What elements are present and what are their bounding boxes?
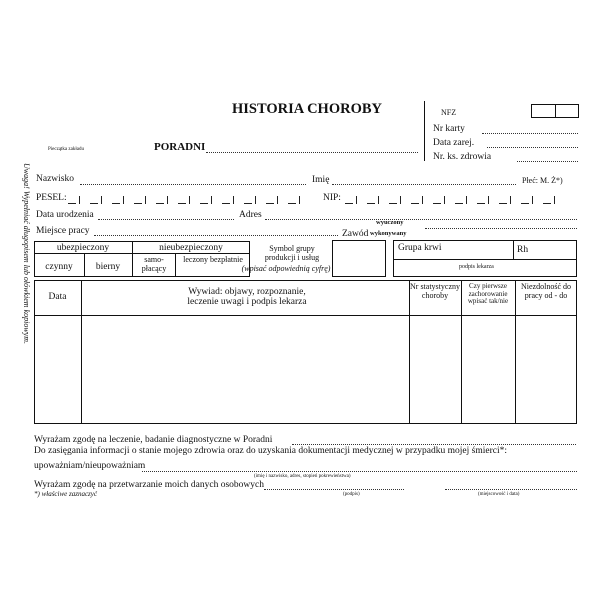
nr-ks-label: Nr. ks. zdrowia [433, 152, 492, 162]
nfz-box-2[interactable] [555, 104, 579, 118]
nr-karty-label: Nr karty [433, 124, 465, 134]
nip-digit-slot[interactable] [389, 203, 397, 204]
nip-digit-separator [356, 196, 357, 204]
pesel-digit-slot[interactable] [244, 203, 252, 204]
pesel-digit-slot[interactable] [134, 203, 142, 204]
wykonywany-label: wykonywany [370, 230, 407, 237]
data-zarej-field[interactable] [487, 147, 578, 148]
plec-label: Płeć: M. Ż*) [522, 176, 563, 185]
data-urodzenia-label: Data urodzenia [36, 210, 94, 220]
consent-line-3: upoważniam/nieupoważniam [34, 461, 146, 471]
col-data: Data [48, 292, 67, 302]
zawod-field[interactable] [425, 228, 577, 229]
nip-digit-separator [510, 196, 511, 204]
pesel-digit-slot[interactable] [178, 203, 186, 204]
pesel-digit-separator [255, 196, 256, 204]
wyuczony-label: wyuczony [376, 219, 404, 226]
data-zarej-label: Data zarej. [433, 138, 475, 148]
nip-digit-separator [488, 196, 489, 204]
consent-line-4: Wyrażam zgodę na przetwarzanie moich danych osobowych [34, 480, 264, 490]
poradni-field[interactable] [206, 152, 418, 153]
nieubezpieczony-label: nieubezpieczony [159, 243, 223, 253]
ubezpieczony-label: ubezpieczony [56, 243, 110, 253]
data-urodzenia-field[interactable] [98, 219, 234, 220]
miejscowosc-label: (miejscowość i data) [478, 492, 520, 497]
pesel-digit-separator [189, 196, 190, 204]
nip-digit-separator [532, 196, 533, 204]
nfz-box-1[interactable] [531, 104, 556, 118]
nfz-label: NFZ [441, 108, 457, 117]
pesel-digit-slot[interactable] [266, 203, 274, 204]
nip-boxes[interactable] [345, 194, 577, 206]
pesel-label: PESEL: [36, 193, 67, 203]
pesel-digit-slot[interactable] [90, 203, 98, 204]
blood-divider [393, 259, 577, 260]
consent-line-1-field[interactable] [292, 444, 576, 445]
czynny-label[interactable]: czynny [45, 262, 73, 272]
pesel-digit-separator [233, 196, 234, 204]
nip-digit-slot[interactable] [543, 203, 551, 204]
nr-karty-field[interactable] [482, 133, 578, 134]
pesel-boxes[interactable] [68, 194, 318, 206]
podpis-lekarza-label: podpis lekarza [459, 264, 494, 270]
pesel-digit-separator [211, 196, 212, 204]
blood-vline [513, 240, 514, 259]
nip-digit-separator [422, 196, 423, 204]
nip-digit-slot[interactable] [345, 203, 353, 204]
leczony-label[interactable]: leczony bezpłatnie [183, 255, 243, 264]
adres-label: Adres [239, 210, 262, 220]
col-niezdolnosc: Niezdolność do pracy od - do [521, 282, 571, 300]
nip-digit-separator [378, 196, 379, 204]
pesel-digit-slot[interactable] [200, 203, 208, 204]
nazwisko-field[interactable] [80, 184, 306, 185]
pesel-digit-separator [145, 196, 146, 204]
pesel-digit-separator [79, 196, 80, 204]
adres-field[interactable] [265, 219, 577, 220]
miejsce-pracy-label: Miejsce pracy [36, 226, 90, 236]
symbol-hint: (wpisać odpowiednią cyfrę) [241, 264, 331, 273]
poradni-label: PORADNI [154, 141, 206, 153]
col-pierwsze: Czy pierwsze zachorowanie wpisać tak/nie [467, 282, 509, 306]
rh-label: Rh [517, 245, 529, 255]
symbol-grupy-label: Symbol grupy produkcji i usług [264, 244, 320, 262]
zawod-label: Zawód [342, 229, 369, 239]
nip-digit-separator [444, 196, 445, 204]
col-nr-stat: Nr statystyczny choroby [410, 282, 460, 300]
nip-digit-separator [466, 196, 467, 204]
stamp-label: Pieczątka zakładu [48, 147, 84, 152]
nip-digit-slot[interactable] [455, 203, 463, 204]
pesel-digit-slot[interactable] [288, 203, 296, 204]
pesel-digit-separator [123, 196, 124, 204]
form-title: HISTORIA CHOROBY [232, 101, 383, 117]
history-body[interactable] [35, 316, 576, 423]
consent-line-3-hint: (imię i nazwisko, adres, stopień pokrewieństwa) [254, 474, 351, 479]
imie-label: Imię [312, 175, 330, 185]
podpis-label: (podpis) [343, 492, 360, 497]
miejsce-pracy-field[interactable] [94, 235, 338, 236]
nr-ks-field[interactable] [517, 161, 578, 162]
pesel-digit-slot[interactable] [112, 203, 120, 204]
symbol-box[interactable] [332, 240, 386, 277]
consent-date-field[interactable] [445, 489, 577, 490]
consent-line-1: Wyrażam zgodę na leczenie, badanie diagnostyczne w Poradni [34, 435, 273, 445]
pesel-digit-separator [101, 196, 102, 204]
nfz-divider [424, 101, 425, 161]
samoplacacy-label[interactable]: samo-płacący [141, 255, 167, 273]
nip-digit-slot[interactable] [367, 203, 375, 204]
nip-digit-slot[interactable] [411, 203, 419, 204]
nip-digit-separator [554, 196, 555, 204]
pesel-digit-separator [299, 196, 300, 204]
nip-label: NIP: [323, 193, 341, 203]
col-wywiad: Wywiad: objawy, rozpoznanie, leczenie uwagi i podpis lekarza [187, 287, 307, 308]
consent-line-2: Do zasięgania informacji o stanie mojego zdrowia oraz do uzyskania dokumentacji medycznej w przypadku mojej śmierci*: [34, 446, 507, 456]
footnote: *) właściwe zaznaczyć [34, 490, 97, 498]
consent-line-3-field[interactable] [142, 471, 577, 472]
pesel-digit-slot[interactable] [68, 203, 76, 204]
nip-digit-slot[interactable] [477, 203, 485, 204]
pesel-digit-slot[interactable] [222, 203, 230, 204]
pesel-digit-separator [167, 196, 168, 204]
bierny-label[interactable]: bierny [95, 262, 121, 272]
consent-podpis-field[interactable] [264, 489, 404, 490]
pesel-digit-separator [277, 196, 278, 204]
nip-digit-slot[interactable] [433, 203, 441, 204]
nazwisko-label: Nazwisko [36, 174, 74, 184]
nip-digit-slot[interactable] [521, 203, 529, 204]
pesel-digit-slot[interactable] [156, 203, 164, 204]
nip-digit-slot[interactable] [499, 203, 507, 204]
imie-field[interactable] [332, 184, 516, 185]
side-note: Uwaga! Wypełniać długopisem lub ołówkiem kopiowym. [22, 163, 31, 345]
nip-digit-separator [400, 196, 401, 204]
grupa-krwi-label: Grupa krwi [398, 243, 442, 253]
